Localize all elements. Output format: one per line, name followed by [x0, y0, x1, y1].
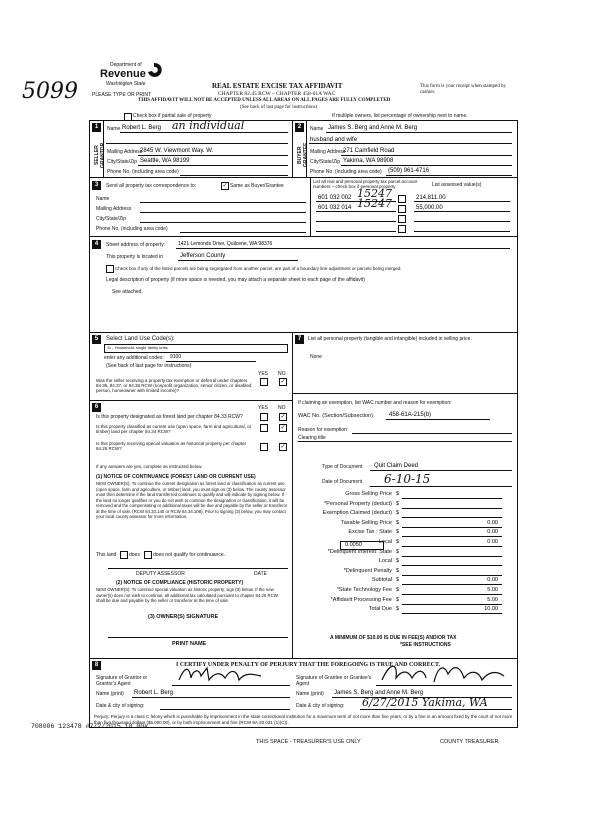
exemption-question: Was the seller receiving a property tax exemption or deferral under chapters 84.36, 84.37, or 84.38 RCW (nonprofit organization, senior citizen, or disabled person, homeowner with limited income)? [96, 378, 252, 393]
street-label: Street address of property: [106, 242, 166, 248]
partial-sale-label: Check box if partial sale of property [133, 113, 212, 119]
land-use-value: 11 - Household, single family units [107, 345, 168, 350]
doc-date-handwritten: 6-10-15 [384, 472, 431, 486]
revenue-swirl-icon [146, 62, 162, 78]
corr-phone-label: Phone No. (including area code) [96, 226, 168, 232]
notice-1-title: (1) NOTICE OF CONTINUANCE (FOREST LAND OR CURRENT USE) [96, 474, 256, 480]
currency-symbol: $ [396, 597, 400, 603]
corr-mailing-label: Mailing Address [96, 206, 132, 212]
tax-row-label: Subtotal [371, 577, 392, 583]
same-as-buyer-checkbox[interactable]: ✓ [222, 183, 228, 189]
current-use-question: Is this property classified as current use (open space, farm and agricultural, or timber) land per chapter 84.34 RCW? [96, 424, 252, 434]
currency-symbol: $ [396, 587, 400, 593]
handwritten-number: 5099 [22, 79, 78, 104]
buyer-name-value[interactable]: James S. Berg and Anne M. Berg [328, 125, 418, 131]
tax-row-label: Gross Selling Price [345, 491, 392, 497]
tax-row-value[interactable]: 0.00 [487, 529, 498, 535]
land-use-see-back: (See back of last page for instructions) [106, 363, 192, 369]
buyer-side-label: BUYER GRANTEE [297, 142, 309, 168]
tax-row-label: Local [378, 539, 392, 545]
yes-header-5: YES [258, 371, 269, 377]
tax-row-line [402, 604, 502, 605]
grantor-signature-label: Signature of Grantor or Grantor's Agent [96, 675, 148, 687]
grantee-name-label: Name (print) [296, 691, 324, 697]
see-back-note: (See back of last page for instructions) [240, 105, 318, 110]
grantee-signature-label: Signature of Grantee or Grantee's Agent [296, 675, 372, 687]
additional-codes-value[interactable]: 9100 [170, 354, 182, 360]
notice-2-text: NEW OWNER(S): To continue special valuation as historic property, sign (3) below. If the new owner(s) does not wish to continue, all additional tax calculated pursuant to chapter 84.26 RCW, shall be due and payable by the seller or transferor at the time of sale. [96, 587, 279, 603]
tax-row-line [402, 575, 502, 576]
dept-name: Revenue [100, 68, 146, 80]
currency-symbol: $ [396, 491, 400, 497]
section-5-number: 5 [92, 335, 101, 344]
does-not-qualify-checkbox[interactable] [144, 551, 152, 559]
parcel-1-number[interactable]: 601 032 002 [318, 195, 352, 201]
tax-row-value[interactable]: 5.00 [487, 587, 498, 593]
tax-row-line [402, 546, 502, 547]
currency-symbol: $ [396, 539, 400, 545]
seller-side-label: SELLER GRANTOR [94, 142, 106, 168]
section-4-number: 4 [92, 240, 101, 249]
current-use-yes-checkbox[interactable] [260, 424, 268, 432]
wac-label: WAC No. (Section/Subsection) [298, 413, 373, 419]
notice-2-title: (2) NOTICE OF COMPLIANCE (HISTORIC PROPERTY) [116, 580, 244, 586]
reason-label: Reason for exemption [298, 427, 347, 433]
parcel-3-personal-checkbox[interactable] [398, 215, 406, 223]
currency-symbol: $ [396, 558, 400, 564]
perjury-notice: Perjury: Perjury is a class C felony which is punishable by imprisonment in the state correctional institution for a maximum term of not more than five years, or by a fine in an amount fixed by the court of not more than five thousand dollars ($5,000.00), or by both imprisonment and fine (RCW 9A.20.021 (1)(C)). [94, 714, 513, 725]
segregated-text: Check box if any of the listed parcels are being segregated from another parcel, are part of a boundary line adjustment or parcels being merged. [115, 266, 402, 271]
wac-value[interactable]: 458-61A-215(b) [389, 412, 432, 418]
grantee-name-value[interactable]: James S. Berg and Anne M. Berg [334, 690, 424, 696]
county-treasurer-label: COUNTY TREASURER [440, 739, 499, 745]
tax-row-line [402, 594, 502, 595]
yes-header-6: YES [258, 405, 269, 411]
tax-row-line [402, 508, 502, 509]
deputy-assessor-label: DEPUTY ASSESSOR [136, 571, 185, 577]
send-correspondence-label: Send all property tax correspondence to: [106, 183, 197, 189]
grantor-signature[interactable] [175, 662, 265, 686]
currency-symbol: $ [396, 606, 400, 612]
tax-row-value[interactable]: 10.00 [484, 606, 498, 612]
legal-text: Legal description of property (if more space is needed, you may attach a separate sheet to each page of the affidavit) [106, 277, 365, 283]
currency-symbol: $ [396, 529, 400, 535]
tax-row-line [402, 517, 502, 518]
section-2-number: 2 [295, 123, 304, 132]
tax-row-value[interactable]: 0.00 [487, 539, 498, 545]
please-type: PLEASE TYPE OR PRINT [92, 92, 152, 98]
no-header-5: NO [278, 371, 286, 377]
historic-no-checkbox[interactable]: ✓ [280, 444, 286, 450]
receipt-note: This form is your receipt when stamped by cashier. [420, 84, 506, 95]
section-3-number: 3 [92, 181, 101, 190]
parcel-1-personal-checkbox[interactable] [398, 195, 406, 203]
historic-question: Is this property receiving special valuation as historical property per chapter 84.26 RCW? [96, 441, 247, 451]
current-use-no-checkbox[interactable]: ✓ [280, 425, 286, 431]
tax-row-label: Taxable Selling Price [340, 520, 392, 526]
does-qualify-checkbox[interactable] [120, 551, 128, 559]
form-title: REAL ESTATE EXCISE TAX AFFIDAVIT [212, 82, 343, 90]
see-attached: See attached. [112, 289, 143, 295]
tax-row-label: Local [378, 558, 392, 564]
tax-row-label: *Delinquent Interest: State [327, 549, 392, 555]
reason-value[interactable]: Clearing title [298, 435, 326, 441]
grantor-name-label: Name (print) [96, 691, 124, 697]
parcel-1-value[interactable]: 214,811.00 [416, 195, 446, 201]
section-1-number: 1 [92, 123, 101, 132]
tax-row-label: *Personal Property (deduct) [324, 501, 392, 507]
tax-row-line [402, 613, 502, 614]
multiple-owners-note: If multiple owners, list percentage of ownership next to name. [332, 113, 468, 119]
forest-no-checkbox[interactable]: ✓ [280, 414, 286, 420]
doc-date-label: Date of Document [322, 479, 363, 485]
corr-city-label: City/State/Zip [96, 216, 127, 222]
street-value[interactable]: 1421 Lemonds Drive, Quilcene, WA 98376 [178, 241, 273, 247]
parcel-2-number[interactable]: 601 032 014 [318, 205, 352, 211]
not-accepted-warning: THIS AFFIDAVIT WILL NOT BE ACCEPTED UNLESS ALL AREAS ON ALL PAGES ARE FULLY COMPLETED [138, 98, 391, 103]
tax-row-line [402, 584, 502, 585]
currency-symbol: $ [396, 520, 400, 526]
deputy-date-label: DATE [254, 571, 267, 577]
grantee-date-label: Date & city of signing: [296, 703, 345, 709]
tax-row-value[interactable]: 5.00 [487, 597, 498, 603]
minimum-note: A MINIMUM OF $10.00 IS DUE IN FEE(S) AND/OR TAX [330, 635, 457, 641]
grantee-date-handwritten: 6/27/2015 Yakima, WA [362, 696, 488, 709]
dept-state: Washington State [106, 81, 146, 87]
same-as-buyer-label: Same as Buyer/Grantee [230, 183, 284, 189]
land-use-label: Select Land Use Code(s): [106, 336, 175, 342]
parcel-header: List all real and personal property tax parcel account numbers – check box if personal property [313, 179, 418, 189]
revenue-logo [100, 62, 162, 90]
tax-row-line [402, 565, 502, 566]
seller-mailing-label: Mailing Address [107, 149, 143, 155]
does-not-label: does not qualify for continuance. [153, 552, 225, 558]
additional-codes-label: enter any additional codes: [104, 355, 164, 361]
exemption-no-checkbox[interactable]: ✓ [280, 379, 286, 385]
dept-line1: Department of [110, 62, 142, 68]
currency-symbol: $ [396, 577, 400, 583]
seller-mailing-value[interactable]: 2845 W. Viewmont Way. W. [140, 148, 214, 154]
tax-row-line [402, 498, 502, 499]
grantor-date-label: Date & city of signing: [96, 703, 145, 709]
owner-signature-label: (3) OWNER(S) SIGNATURE [148, 614, 219, 620]
this-land-label: This land [96, 552, 117, 558]
parcel-2-value[interactable]: 55,000.00 [416, 205, 443, 211]
tax-row-value[interactable]: 0.00 [487, 520, 498, 526]
tax-row-line [402, 556, 502, 557]
rate-value: 0.0050 [345, 542, 362, 548]
rate-box[interactable] [340, 541, 384, 550]
located-label: This property is located in [106, 254, 163, 260]
no-header-6: NO [278, 405, 286, 411]
treasurer-use-only: THIS SPACE - TREASURER'S USE ONLY [256, 739, 361, 745]
section-6-number: 6 [92, 403, 101, 412]
exemption-label: If claiming an exemption, list WAC number and reason for exemption: [298, 400, 452, 406]
doc-type-label: Type of Document [322, 464, 363, 470]
personal-property-label: List all personal property (tangible and intangible) included in selling price. [308, 336, 472, 342]
grantee-signature[interactable] [378, 660, 508, 688]
forest-yes-checkbox[interactable] [260, 413, 268, 421]
doc-type-value[interactable]: Quit Claim Deed [374, 463, 419, 469]
seller-city-value[interactable]: Seattle, WA 98199 [140, 158, 190, 164]
grantor-name-value[interactable]: Robert L. Berg [134, 690, 174, 696]
seller-name-value[interactable]: Robert L. Berg [122, 125, 162, 131]
land-use-select[interactable] [104, 344, 288, 353]
section-8-number: 8 [92, 661, 101, 670]
tax-row-label: Exemption Claimed (deduct) [322, 510, 392, 516]
tax-row-value[interactable]: 0.00 [487, 577, 498, 583]
currency-symbol: $ [396, 510, 400, 516]
tax-row-label: Total Due [368, 606, 392, 612]
treasurer-stamp: 708006 123478 #7/2/2015 10.00# [31, 723, 149, 730]
seller-city-label: City/State/Zip [107, 159, 138, 165]
parcel-4-personal-checkbox[interactable] [398, 225, 406, 233]
parcel-2-personal-checkbox[interactable] [398, 205, 406, 213]
seller-name-handwritten: an individual [172, 119, 245, 132]
exemption-yes-checkbox[interactable] [260, 378, 268, 386]
see-instructions: *SEE INSTRUCTIONS [400, 642, 451, 648]
does-label: does [129, 552, 140, 558]
buyer-city-value[interactable]: Yakima, WA 98908 [343, 158, 394, 164]
print-name-label: PRINT NAME [172, 641, 207, 647]
corr-name-label: Name [96, 196, 110, 202]
assessed-header: List assessed value(s) [432, 182, 482, 188]
currency-symbol: $ [396, 568, 400, 574]
buyer-phone-value[interactable]: (509) 961-4716 [388, 168, 430, 174]
tax-row-label: Excise Tax : State [348, 529, 392, 535]
personal-property-value[interactable]: None [310, 354, 322, 360]
forest-land-question: Is this property designated as forest land per chapter 84.33 RCW? [96, 414, 243, 420]
tax-row-label: *Affidavit Processing Fee [330, 597, 392, 603]
buyer-city-label: City/State/Zip [310, 159, 341, 165]
buyer-name-label: Name [310, 126, 324, 132]
seller-phone-label: Phone No. (including area code) [107, 169, 179, 175]
parcel-1-handwritten: 15247 [357, 187, 392, 200]
buyer-phone-label: Phone No. (including area code) [310, 169, 382, 175]
certify-statement: I CERTIFY UNDER PENALTY OF PERJURY THAT THE FOREGOING IS TRUE AND CORRECT. [176, 662, 441, 668]
any-yes-instruction: If any answers are yes, complete as instructed below. [96, 464, 203, 469]
parcel-2-handwritten: 15247 [357, 197, 392, 210]
tax-row-line [402, 536, 502, 537]
currency-symbol: $ [396, 501, 400, 507]
buyer-name-line2[interactable]: husband and wife [310, 137, 358, 143]
buyer-mailing-label: Mailing Address [310, 149, 346, 155]
tax-row-label: *Delinquent Penalty [343, 568, 392, 574]
tax-row-line [402, 527, 502, 528]
notice-1-text: NEW OWNER(S): To continue the current designation as forest land or classification as current use (open space, farm and agriculture, or timber) land, you must sign on (3) below. The county assessor must then determine if the land transferred continues to qualify and will indicate by signing below. If the land no longer qualifies or you do not wish to continue the designation or classification, it will be removed and the compensating or additional taxes will be due and payable by the seller or transferor at the time of sale. (RCW 84.33.140 or RCW 84.34.108). Prior to signing (3) below, you may contact your local county assessor for more information. [96, 481, 288, 519]
buyer-mailing-value[interactable]: 271 Camfield Road [343, 148, 395, 154]
seller-name-label: Name [107, 126, 121, 132]
form-chapter: CHAPTER 82.45 RCW – CHAPTER 458-61A WAC [218, 91, 336, 97]
historic-yes-checkbox[interactable] [260, 443, 268, 451]
tax-row-label: *State Technology Fee [336, 587, 392, 593]
section-7-number: 7 [295, 335, 304, 344]
segregated-checkbox[interactable] [106, 265, 114, 273]
county-value[interactable]: Jefferson County [180, 253, 226, 259]
currency-symbol: $ [396, 549, 400, 555]
